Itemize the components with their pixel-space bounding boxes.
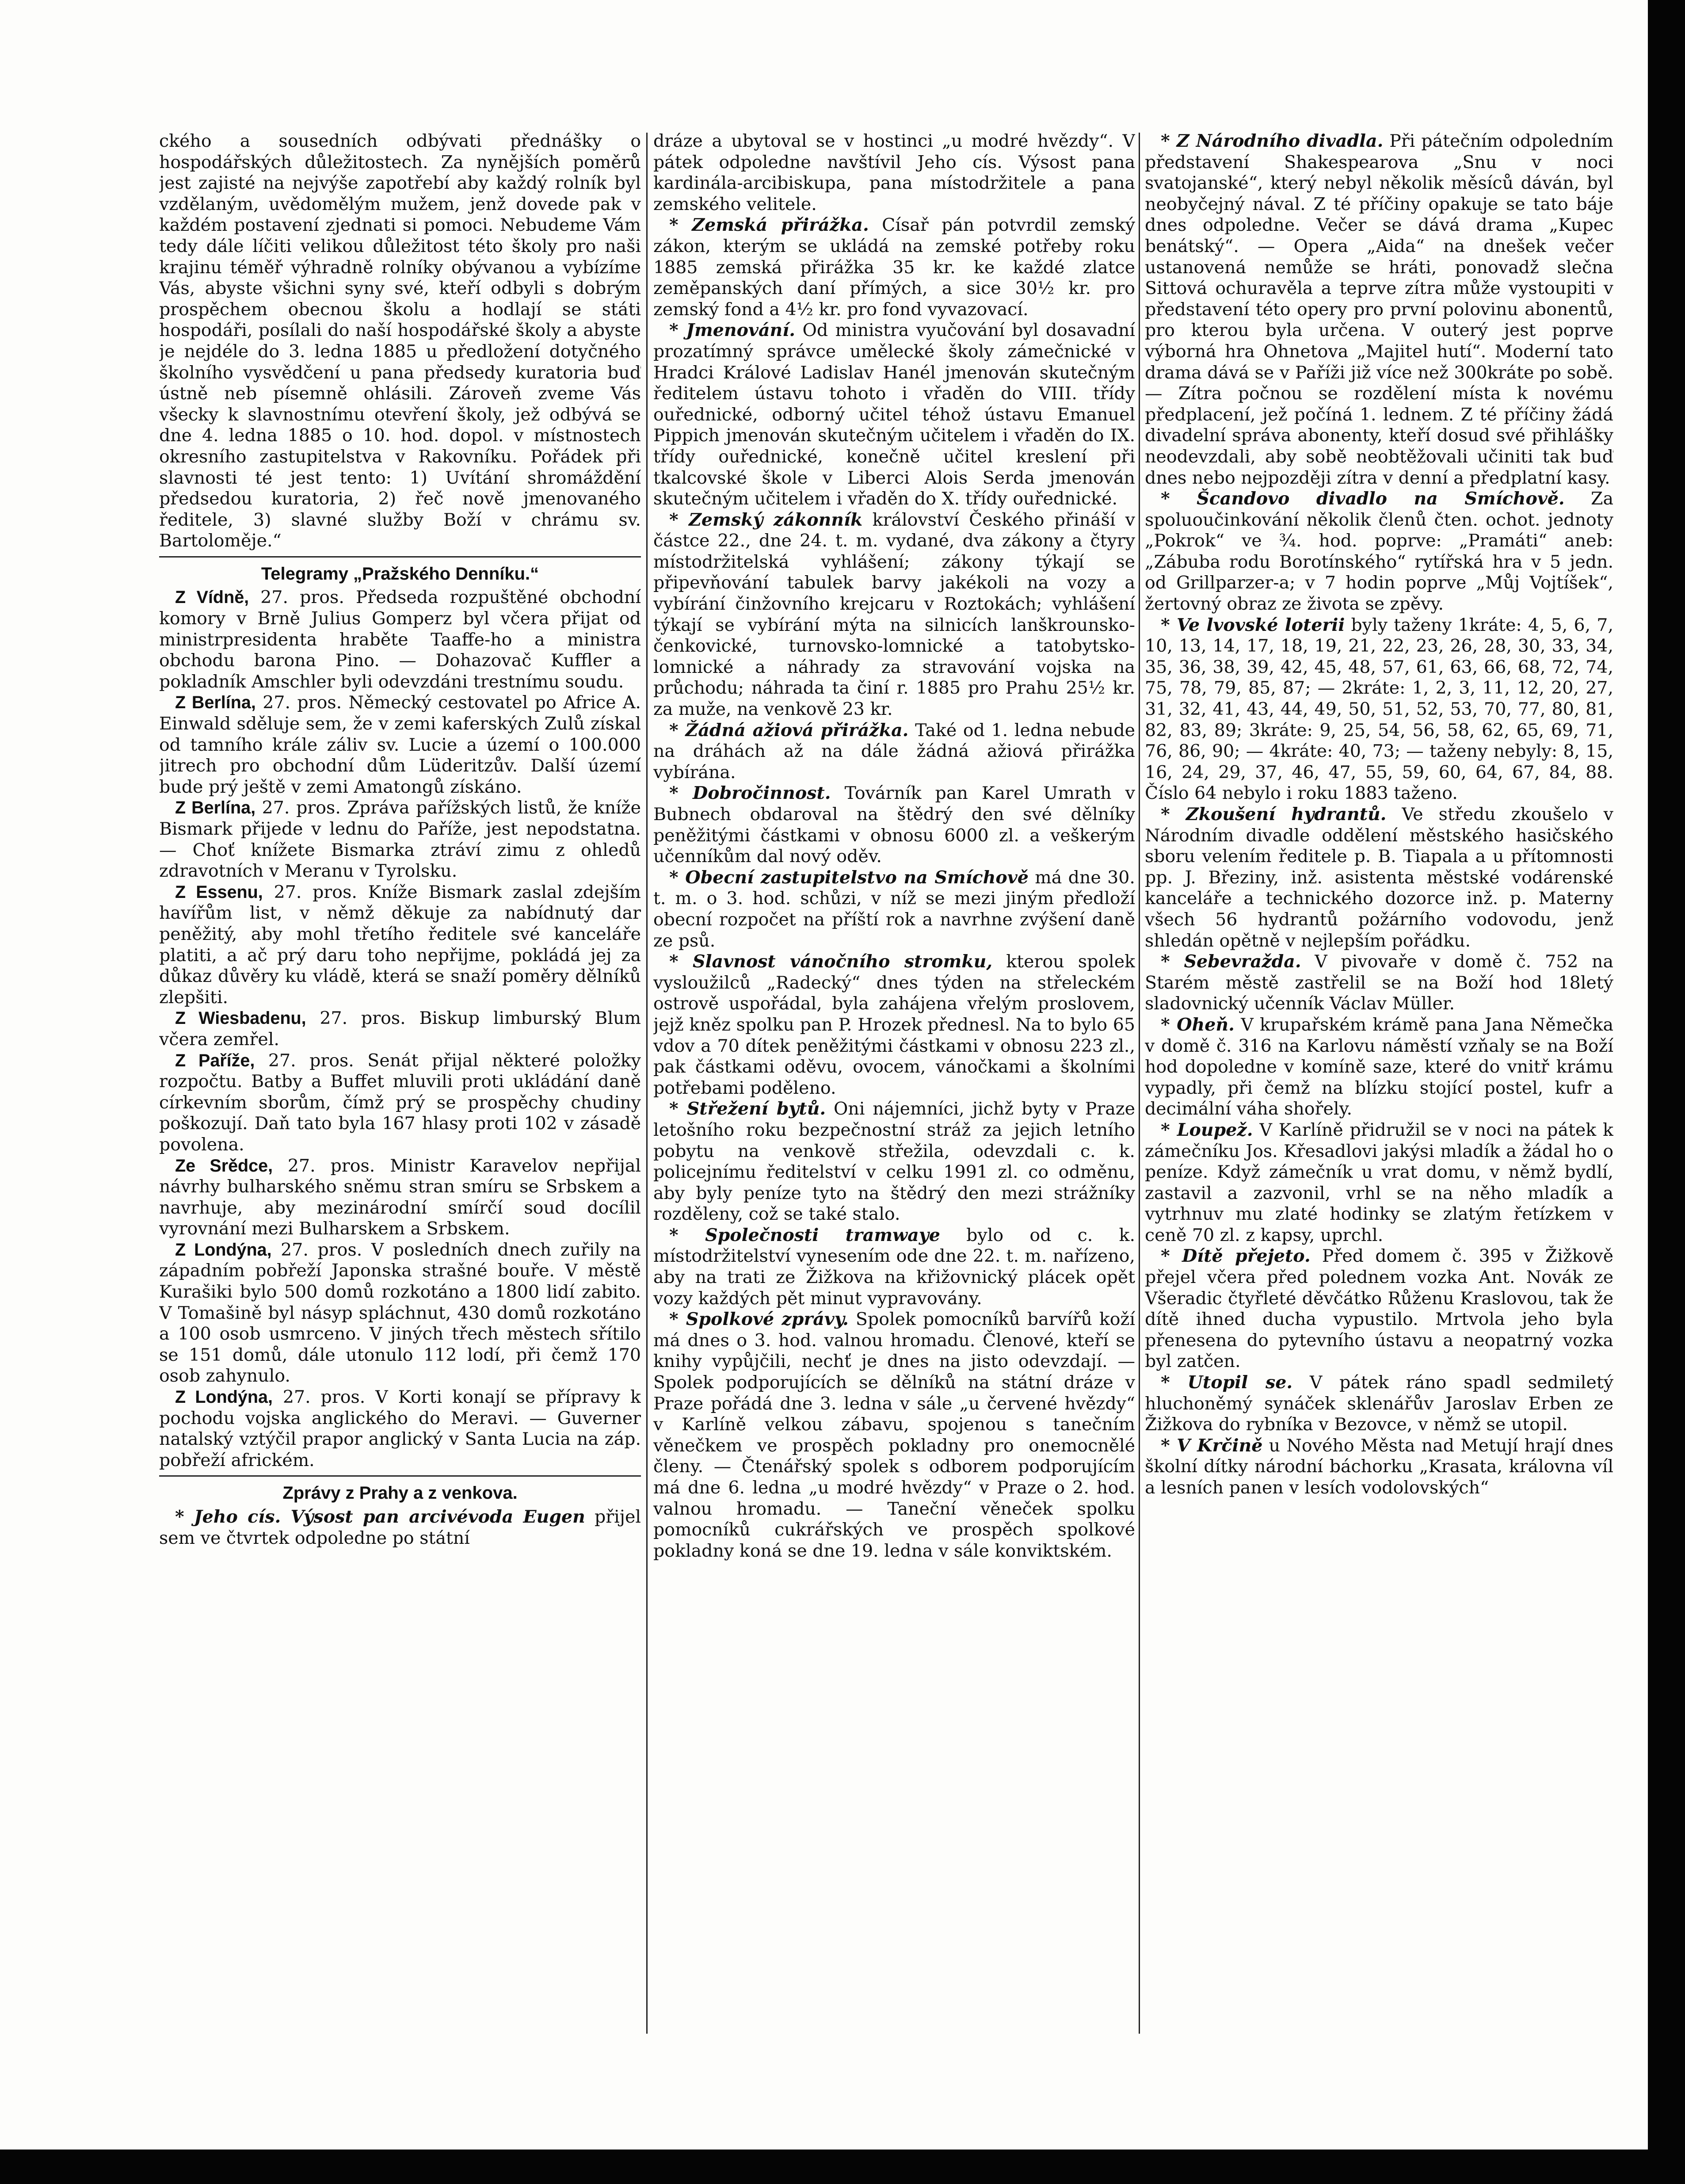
telegram-item: Z Essenu, 27. pros. Kníže Bismark zaslal zdejším havířům list, v němž děkuje za nabídnutý dar peněžitý, aby mohl třetího ředitele své kanceláře platiti, a ač prý daru toho nepřijme, pokládá jej za důkaz důvěry ku vládě, která se snaží poměry dělníků zlepšiti. (159, 882, 641, 1008)
telegram-item: Z Londýna, 27. pros. V posledních dnech zuřily na západním pobřeží Japonska strašné bouře. V městě Kurašiki bylo 500 domů rozkotáno a 1800 lidí zabito. V Tomašině byl násyp spláchnut, 430 domů rozkotáno a 100 osob usmrceno. V jiných třech městech sřítilo se 151 domů, dále utonulo 112 lodí, při čemž 170 osob zahynulo. (159, 1239, 641, 1386)
news-rubric: * Jeho cís. Výsost pan arcivévoda Eugen (175, 1507, 585, 1527)
school-notice-text: ckého a sousedních odbývati přednášky o hospodářských důležitostech. Za nynějších poměrů jest zajisté na nejvýše zapotřebí aby každý rolník byl vzdělaným, uvědomělým mužem, jenž dovede pak v každém postavení zjednati si pomoci. Nebudeme Vám tedy dále líčiti velikou důležitost této školy pro naši krajinu téměř výhradně rolníky obývanou a vybízíme Vás, abyste všichni syny své, kteří odbyli s dobrým prospěchem obecnou školu a hodlají se státi hospodáři, posílali do naší hospodářské školy a abyste je nejdéle do 3. ledna 1885 u předložení dotyčného školního vysvědčení u pana předsedy kuratoria buď ústně neb písemně ohlásili. Zároveň zveme Vás všecky k slavnostnímu otevření školy, jež odbývá se dne 4. ledna 1885 o 10. hod. dopol. v místnostech okresního zastupitelstva v Rakovníku. Pořádek při slavnosti té jest tento: 1) Uvítání shromáždění předsedou kuratoria, 2) řeč nově jmenovaného ředitele, 3) slavné služby Boží v chrámu sv. Bartoloměje.“ (159, 131, 641, 551)
news-item: * Zemský zákonník království Českého přináší v částce 22., dne 24. t. m. vydané, dva zákony a čtyry místodržitelská vyhlášení; zákony týkají se připevňování tabulek barvy jakékoli na vozy a vybírání činžovního krejcaru v Roztokách; vyhlášení týkají se vybírání mýta na silnicích lanškrounsko-čenkovické, turnovsko-lomnické a tatobytsko-lomnické a náhrady za stravování vojska na průchodu; náhrada ta činí r. 1885 pro Prahu 25½ kr. za muže, na venkově 23 kr. (653, 509, 1135, 720)
telegram-dateline: Z Paříže, (175, 1050, 255, 1070)
section-rule (159, 1475, 641, 1477)
telegram-dateline: Z Berlína, (175, 798, 256, 818)
news-rubric: * Loupež. (1161, 1119, 1253, 1140)
prague-news-heading: Zprávy z Prahy a z venkova. (282, 1483, 518, 1503)
column-3 (1145, 131, 1613, 2045)
news-rubric: * Jmenování. (669, 320, 796, 341)
news-rubric: * Žádná ažiová přirážka. (669, 720, 909, 741)
scan-border-bottom (0, 2150, 1685, 2184)
news-rubric: * Společnosti tramwaye (669, 1225, 940, 1245)
news-rubric: * Utopil se. (1161, 1372, 1293, 1393)
column-2 (653, 131, 1135, 2045)
telegram-item: Z Berlína, 27. pros. Zpráva pařížských listů, že kníže Bismark přijede v lednu do Paříže, jest nepodstatna. — Choť knížete Bismarka ztráví zimu z ohledů zdravotních v Meranu v Tyrolsku. (159, 798, 641, 882)
news-item: * Zkoušení hydrantů. Ve středu zkoušelo v Národním divadle oddělení městského hasičského sboru velením ředitele p. B. Tiapala a u přítomnosti pp. J. Březiny, inž. asistenta městské vodárenské kanceláře a technického dozorce inž. p. Materny všech 56 hydrantů požárního vodovodu, jenž shledán opětně v nejlepším pořádku. (1145, 804, 1613, 951)
news-rubric: * Zkoušení hydrantů. (1161, 804, 1387, 825)
news-rubric: * Zemská přirážka. (669, 215, 869, 236)
news-item: * Společnosti tramwaye bylo od c. k. místodržitelství vynesením ode dne 22. t. m. nařízeno, aby na trati ze Žižkova na křižovnický plácek opět vozy každých pět minut vypravovány. (653, 1225, 1135, 1309)
news-rubric: * Zemský zákonník (669, 509, 863, 530)
news-item-continued: dráze a ubytoval se v hostinci „u modré hvězdy“. V pátek odpoledne navštívil Jeho cís. Výsost pana kardinála-arcibiskupa, pana místodržitele a pana zemského velitele. (653, 131, 1135, 214)
news-rubric: * Střežení bytů. (669, 1099, 826, 1119)
news-item: * Sebevražda. V pivovaře v domě č. 752 na Starém městě zastřelil se na Boží hod 18letý sladovnický učenník Václav Müller. (1145, 951, 1613, 1014)
telegram-dateline: Z Londýna, (175, 1387, 273, 1407)
telegram-item: Z Londýna, 27. pros. V Korti konají se přípravy k pochodu vojska anglického do Meravi. — Guverner natalský vztýčil prapor anglický v Santa Lucia na záp. pobřeží africkém. (159, 1387, 641, 1470)
news-item: * Střežení bytů. Oni nájemníci, jichž byty v Praze letošního roku bezpečnostní stráž za jejich letního pobytu na venkově střežila, odevzdali c. k. policejnímu ředitelství v celku 1991 zl. co odměnu, aby byly peníze tyto na štědrý den mezi strážníky rozděleny, což se také stalo. (653, 1099, 1135, 1225)
news-rubric: * V Krčině (1161, 1435, 1263, 1456)
telegram-item: Z Berlína, 27. pros. Německý cestovatel po Africe A. Einwald sděluje sem, že v zemi kaferských Zulů získal od tamního krále záliv sv. Lucie a území o 100.000 jitrech pro obchodní dům Lüderitzův. Další území bude prý ještě v zemi Amatongů získáno. (159, 692, 641, 797)
column-1 (159, 131, 641, 2045)
news-item: * Dobročinnost. Továrník pan Karel Umrath v Bubnech obdaroval na štědrý den své dělníky peněžitými částkami v obnosu 6000 zl. a veškerým učenníkům dal nový oděv. (653, 783, 1135, 867)
news-item: * Šcandovo divadlo na Smíchově. Za spoluoučinkování několik členů čten. ochot. jednoty „Pokrok“ ve ¾. hod. poprve: „Pramáti“ aneb: „Zábuba rodu Borotínského“ rytířská hra v 5 jedn. od Grillparzer-a; v 7 hodin poprve „Můj Vojtíšek“, žertovný obraz ze života se zpěvy. (1145, 489, 1613, 615)
news-rubric: * Sebevražda. (1161, 951, 1301, 972)
news-rubric: * Dítě přejeto. (1161, 1246, 1311, 1267)
news-item: * Dítě přejeto. Před domem č. 395 v Žižkově přejel včera před polednem vozka Ant. Novák ze Všeradic čtyřleté děvčátko Růženu Kraslovou, tak že dítě ihned ducha vypustilo. Mrtvola jeho byla přenesena do pytevního ústavu a neopatrný vozka byl zatčen. (1145, 1246, 1613, 1372)
news-item: * Spolkové zprávy. Spolek pomocníků barvířů koží má dnes o 3. hod. valnou hromadu. Členové, kteří se knihy vypůjčili, nechť je dnes na jisto odevzdají. — Spolek podporujících se dělníků na státní dráze v Praze pořádá dne 3. ledna v sále „u červené hvězdy“ v Karlíně velkou zábavu, spojenou s tanečním věnečkem ve prospěch pokladny pro onemocnělé členy. — Čtenářský spolek s odborem podporujícím má dne 6. ledna „u modré hvězdy“ v Praze o 2. hod. valnou hromadu. — Taneční věneček spolku pomocníků cukrářských ve prospěch spolkové pokladny koná se dne 19. ledna v sále konviktském. (653, 1309, 1135, 1561)
news-item: * Oheň. V krupařském krámě pana Jana Němečka v domě č. 316 na Karlovu náměstí vzňaly se na Boží hod dopoledne v komíně saze, které do vnitř krámu vypadly, při čemž na blízku stojící postel, kufr a decimální váha shořely. (1145, 1014, 1613, 1119)
news-rubric: * Dobročinnost. (669, 783, 831, 804)
telegram-dateline: Z Berlína, (175, 693, 256, 713)
telegram-heading: Telegramy „Pražského Denníku.“ (261, 564, 539, 584)
news-rubric: * Obecní zastupitelstvo na Smíchově (669, 867, 1029, 888)
news-item: * Slavnost vánočního stromku, kterou spolek vysloužilců „Radecký“ dnes týden na střeleckém ostrově uspořádal, byla zahájena vřelým proslovem, jejž kněz spolku pan P. Hrozek přednesl. Na to bylo 65 vdov a 70 dítek peněžitými částkami v obnosu 223 zl., pak částkami oděvu, ovocem, vánočkami a školními potřebami poděleno. (653, 951, 1135, 1098)
telegram-dateline: Z Londýna, (175, 1240, 272, 1260)
telegram-item: Ze Srědce, 27. pros. Ministr Karavelov nepřijal návrhy bulharského sněmu stran smíru se Srbskem a navrhuje, aby mezinárodní smírčí soud docílil vyrovnání mezi Bulharskem a Srbskem. (159, 1155, 641, 1239)
news-rubric: * Šcandovo divadlo na Smíchově. (1161, 489, 1565, 509)
telegram-dateline: Ze Srědce, (175, 1156, 273, 1176)
news-item: * Jmenování. Od ministra vyučování byl dosavadní prozatímný správce umělecké školy zámečnické v Hradci Králové Ladislav Hanél jmenován skutečným ředitelem ústavu tohoto i vřaděn do VIII. třídy ouřednické, odborný učitel téhož ústavu Emanuel Pippich jmenován skutečným učitelem i vřaděn do IX. třídy ouřednické, konečně učitel kreslení při tkalcovské škole v Liberci Alois Serda jmenován skutečným učitelem i vřaděn do X. třídy ouřednické. (653, 320, 1135, 509)
news-item: * Jeho cís. Výsost pan arcivévoda Eugen přijel sem ve čtvrtek odpoledne po státní (159, 1507, 641, 1548)
telegram-dateline: Z Essenu, (175, 882, 263, 902)
news-item: * V Krčině u Nového Města nad Metují hrají dnes školní dítky národní báchorku „Krasata, královna víl a lesních panen v lesích vodolovských“ (1145, 1435, 1613, 1498)
news-rubric: * Slavnost vánočního stromku, (669, 951, 993, 972)
news-rubric: * Ve lvovské loterii (1161, 615, 1345, 635)
telegram-item: Z Wiesbadenu, 27. pros. Biskup limburský Blum včera zemřel. (159, 1008, 641, 1050)
telegram-item: Z Vídně, 27. pros. Předseda rozpuštěné obchodní komory v Brně Julius Gomperz byl včera přijat od ministrpresidenta hraběte Taaffe-ho a ministra obchodu barona Pino. — Dohazovač Kuffler a pokladník Amschler byli odevzdáni trestnímu soudu. (159, 587, 641, 692)
telegram-dateline: Z Wiesbadenu, (175, 1008, 306, 1028)
telegram-item: Z Paříže, 27. pros. Senát přijal některé položky rozpočtu. Batby a Buffet mluvili proti ukládání daně církevním sborům, čímž prý se prospěchy chudiny poškozují. Daň tato byla 167 hlasy proti 102 v zásadě povolena. (159, 1050, 641, 1155)
news-item: * Obecní zastupitelstvo na Smíchově má dne 30. t. m. o 3. hod. schůzi, v níž se mezi jiným předloží obecní rozpočet na příští rok a navrhne zvýšení daně ze psů. (653, 867, 1135, 951)
news-item: * Loupež. V Karlíně přidružil se v noci na pátek k zámečníku Jos. Křesadlovi jakýsi mladík a žádal ho o peníze. Když zámečník u vrat domu, v němž bydlí, zastavil a zazvonil, vrhl se na něho mladík a vytrhnuv mu zlaté hodinky se zlatým řetízkem v ceně 70 zl. z kapsy, uprchl. (1145, 1119, 1613, 1245)
news-item: * Z Národního divadla. Při pátečním odpoledním představení Shakespearova „Snu v noci svatojanské“, který nebyl několik měsíců dáván, byl neobyčejný nával. Z té příčiny opakuje se tato báje dnes odpoledne. Večer se dává drama „Kupec benátský“. — Opera „Aida“ na dnešek večer ustanovená nemůže se hráti, ponovadž slečna Sittová ochuravěla a teprve zítra může vystoupiti v představení této opery pro první polovinu abonentů, pro kterou byla určena. V outerý jest poprve výborná hra Ohnetova „Majitel hutí“. Moderní tato drama dává se v Paříži již více než 300kráte po sobě. — Zítra počnou se rozdělení místa k novému předplacení, jež počíná 1. lednem. Z té příčiny žádá divadelní správa abonenty, kteří dosud své přihlášky neodevzdali, aby sobě neobtěžovali učiniti tak buď dnes nebo nejpozději zítra v denní a předplatní kasy. (1145, 131, 1613, 488)
news-item: * Ve lvovské loterii byly taženy 1kráte: 4, 5, 6, 7, 10, 13, 14, 17, 18, 19, 21, 22, 23, 26, 28, 30, 33, 34, 35, 36, 38, 39, 42, 45, 48, 57, 61, 63, 66, 68, 72, 74, 75, 78, 79, 85, 87; — 2kráte: 1, 2, 3, 11, 12, 20, 27, 31, 32, 41, 43, 44, 49, 50, 51, 52, 53, 70, 77, 80, 81, 82, 83, 89; 3kráte: 9, 25, 54, 56, 58, 62, 65, 69, 71, 76, 86, 90; — 4kráte: 40, 73; — taženy nebyly: 8, 15, 16, 24, 29, 37, 46, 47, 55, 59, 60, 64, 67, 84, 88. Číslo 64 nebylo i roku 1883 taženo. (1145, 615, 1613, 804)
column-rule-right (1139, 133, 1140, 2034)
news-item: * Utopil se. V pátek ráno spadl sedmiletý hluchoněmý synáček sklenářův Jaroslav Erben ze Žižkova do rybníka v Bezovce, v němž se utopil. (1145, 1372, 1613, 1435)
news-rubric: * Oheň. (1161, 1014, 1235, 1035)
scan-border-right (1648, 0, 1685, 2184)
section-rule (159, 556, 641, 557)
telegram-dateline: Z Vídně, (175, 588, 249, 607)
news-item: * Žádná ažiová přirážka. Také od 1. ledna nebude na dráhách až na dále žádná ažiová přirážka vybírána. (653, 720, 1135, 783)
news-rubric: * Spolkové zprávy. (669, 1309, 849, 1330)
news-rubric: * Z Národního divadla. (1161, 131, 1384, 151)
column-rule-left (646, 133, 648, 2034)
news-item: * Zemská přirážka. Císař pán potvrdil zemský zákon, kterým se ukládá na zemské potřeby roku 1885 zemská přirážka 35 kr. ke každé zlatce zeměpanských daní přímých, a sice 30½ kr. pro zemský fond a 4½ kr. pro fond vyvazovací. (653, 215, 1135, 320)
